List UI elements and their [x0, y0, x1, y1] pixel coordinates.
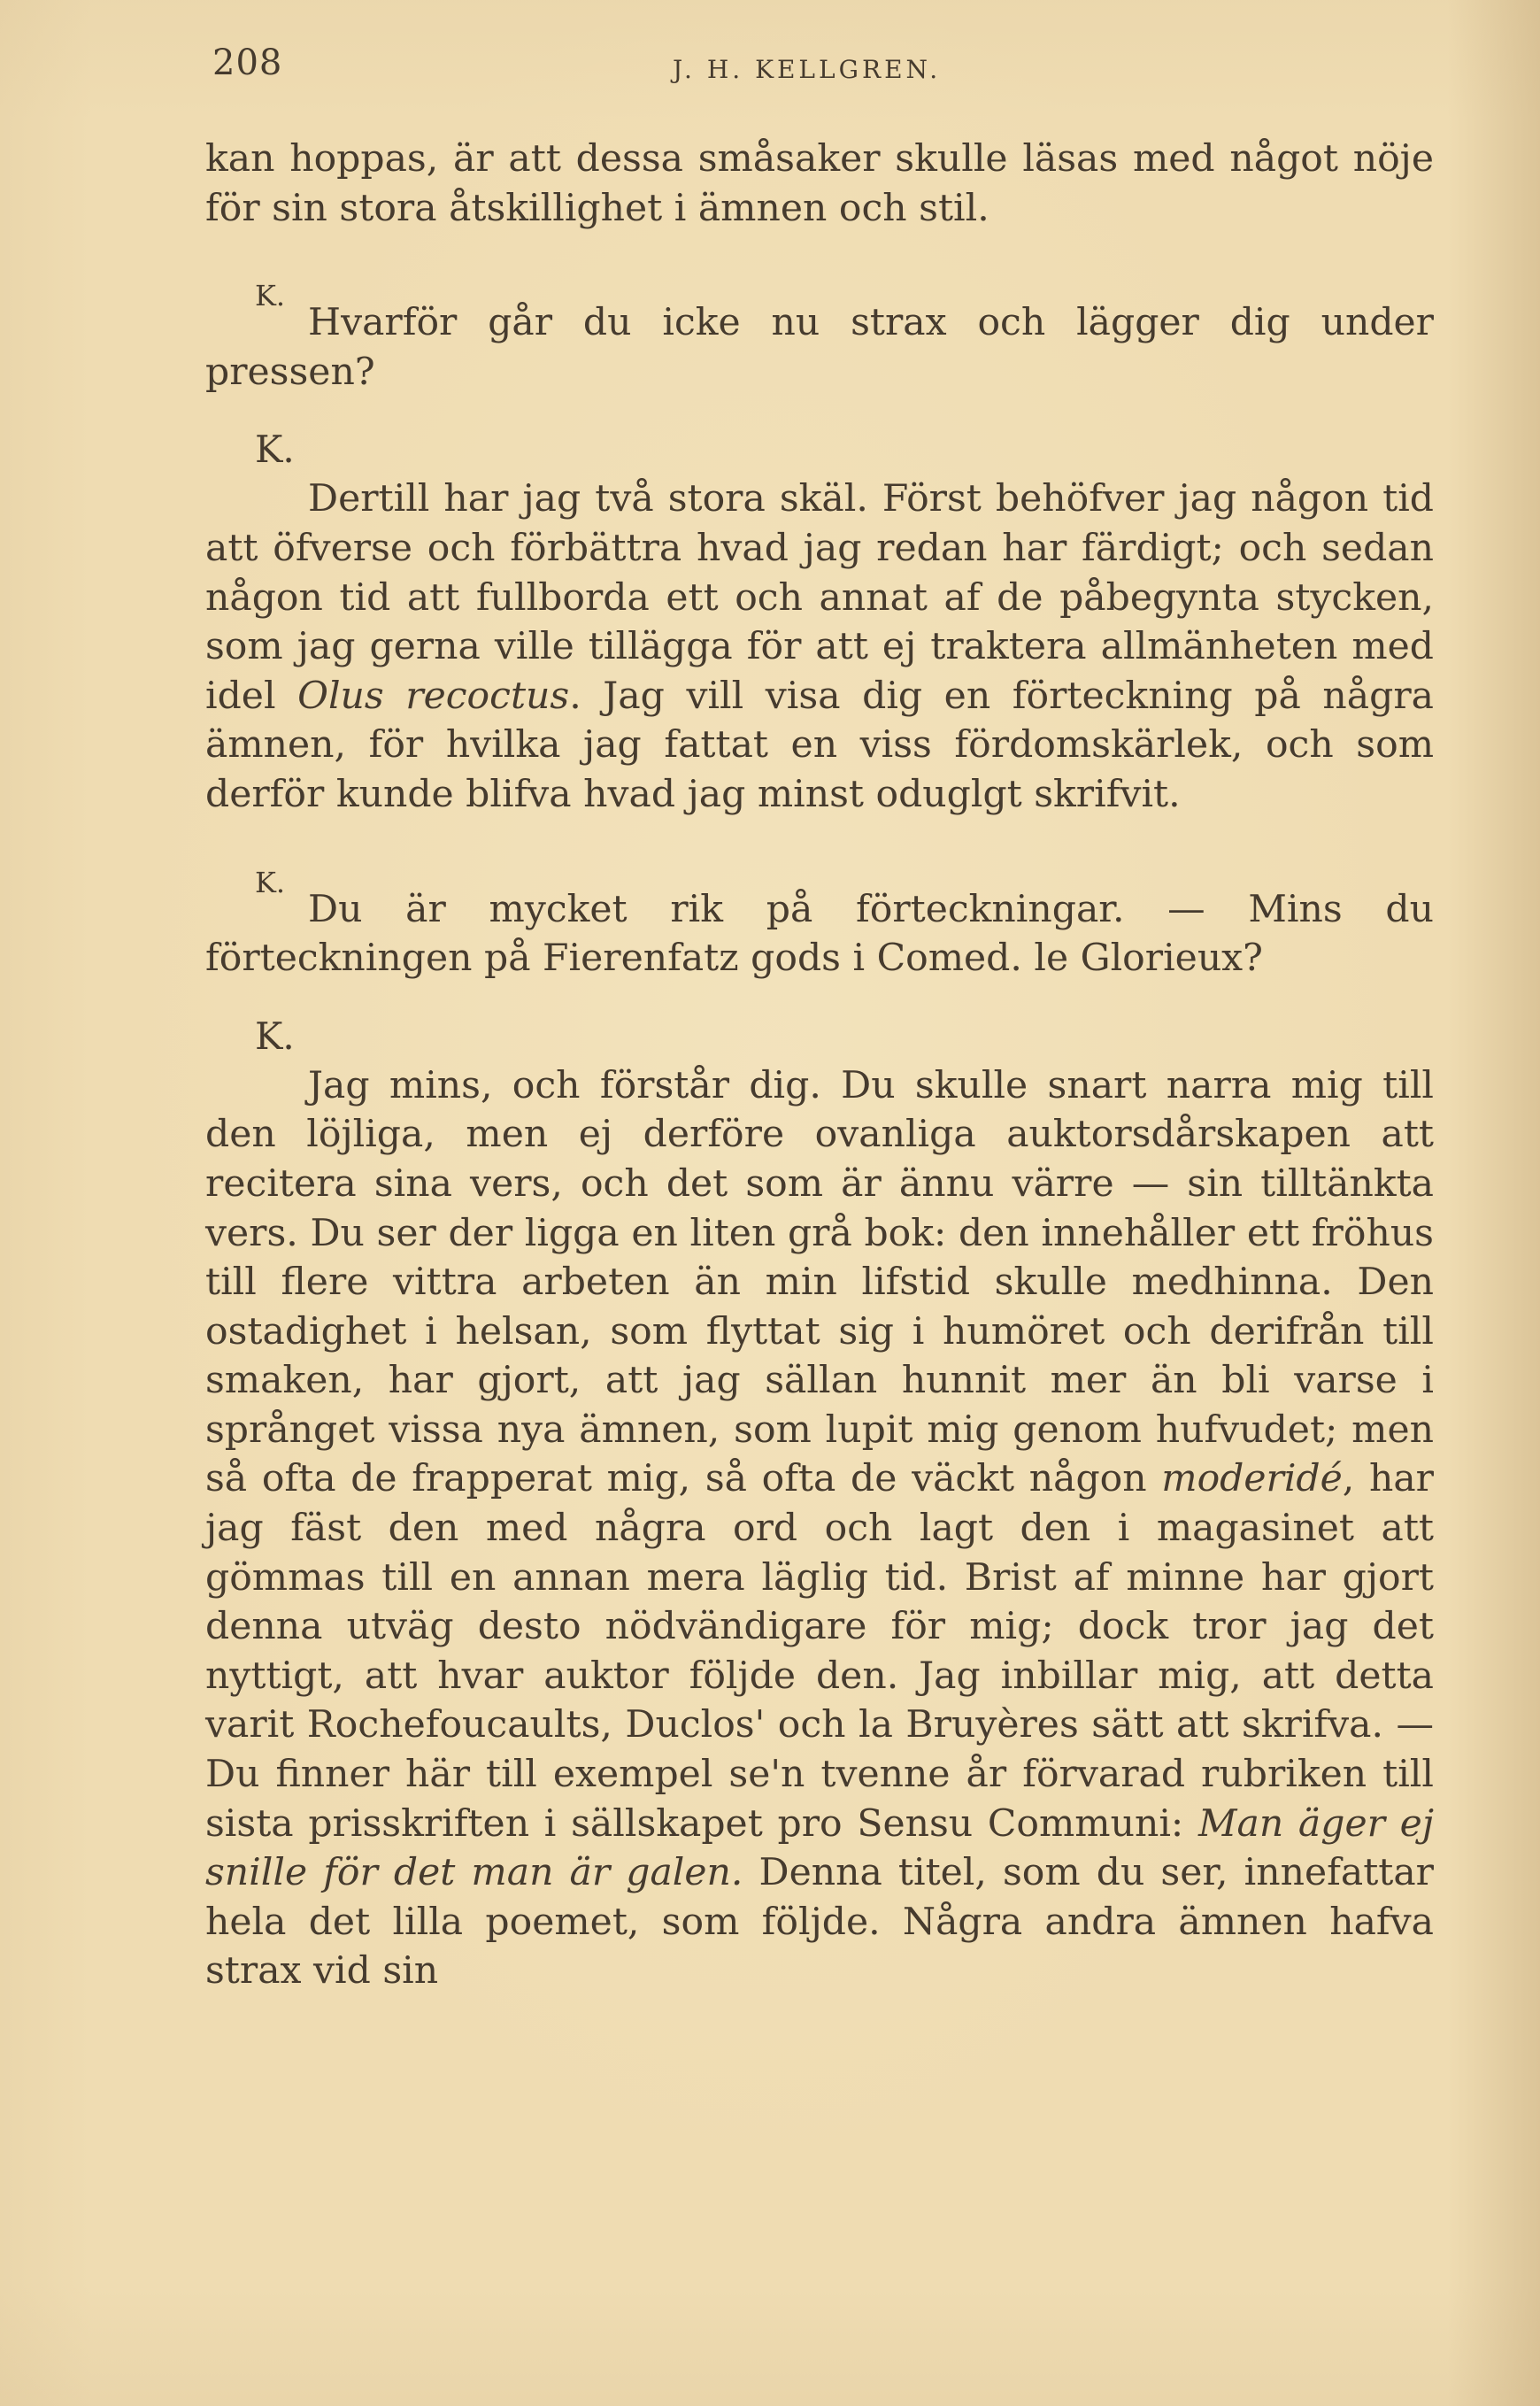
- paragraph-continuation: [205, 135, 1434, 233]
- speaker-label: K.: [255, 279, 286, 313]
- paragraph-text: kan hoppas, är att dessa småsaker skulle läsas med något nöje för sin stora åtskillighet i ämnen och stil.: [205, 137, 1434, 230]
- paragraph-text: Dertill har jag två stora skäl. Först behöfver jag någon tid att öfverse och förbättra hvad jag redan har färdigt; och sedan någon tid att fullborda ett och annat af de påbegynta stycken, som jag gerna ville tillägga för att ej traktera allmänheten med idel: [205, 477, 1434, 718]
- paragraph-text: Jag mins, och förstår dig. Du skulle snart narra mig till den löjliga, men ej derföre ovanliga auktorsdårskapen att recitera sina vers, och det som är ännu värre — sin tilltänkta vers. Du ser der ligga en liten grå bok: den innehåller ett fröhus till flere vittra arbeten än min lifstid skulle medhinna. Den ostadighet i helsan, som flyttat sig i humöret och derifrån till smaken, har gjort, att jag sällan hunnit mer än bli varse i språnget vissa nya ämnen, som lupit mig genom hufvudet; men så ofta de frapperat mig, så ofta de väckt någon: [205, 1063, 1434, 1501]
- page-header: [212, 42, 1434, 96]
- speaker-label: K.: [255, 428, 295, 472]
- running-head: J. H. KELLGREN.: [673, 55, 942, 84]
- paragraph: [205, 298, 1434, 397]
- paragraph: [205, 1061, 1434, 1996]
- paragraph: [205, 885, 1434, 983]
- paragraph-text: Du är mycket rik på förteckningar. — Mins du förteckningen på Fierenfatz gods i Comed. le Glorieux?: [205, 887, 1434, 981]
- speaker-label: K.: [255, 865, 286, 899]
- paragraph-text: Denna titel, som du ser, innefattar hela det lilla poemet, som följde. Några andra ämnen hafva strax vid sin: [205, 1851, 1435, 1993]
- italic-phrase: Man äger ej snille för det man är galen.: [205, 1801, 1434, 1895]
- speaker-label: K.: [255, 1014, 295, 1058]
- paragraph-text: Hvarför går du icke nu strax och lägger dig under pressen?: [205, 301, 1434, 394]
- page-number: 208: [212, 42, 283, 83]
- paragraph-text: . Jag vill visa dig en förteckning på några ämnen, för hvilka jag fattat en viss fördomskärlek, och som derför kunde blifva hvad jag minst oduglgt skrifvit.: [205, 674, 1434, 816]
- body-text: [205, 135, 1434, 1996]
- paragraph: [205, 474, 1434, 819]
- italic-phrase: moderidé: [1161, 1457, 1343, 1501]
- italic-phrase: Olus recoctus: [297, 674, 570, 718]
- paragraph-text: , har jag fäst den med några ord och lagt den i magasinet att gömmas till en annan mera läglig tid. Brist af minne har gjort denna utväg desto nödvändigare för mig; dock tror jag det nyttigt, att hvar auktor följde den. Jag inbillar mig, att detta varit Rochefoucaults, Duclos' och la Bruyères sätt att skrifva. — Du finner här till exempel se'n tvenne år förvarad rubriken till sista prisskriften i sällskapet pro Sensu Communi:: [205, 1457, 1434, 1846]
